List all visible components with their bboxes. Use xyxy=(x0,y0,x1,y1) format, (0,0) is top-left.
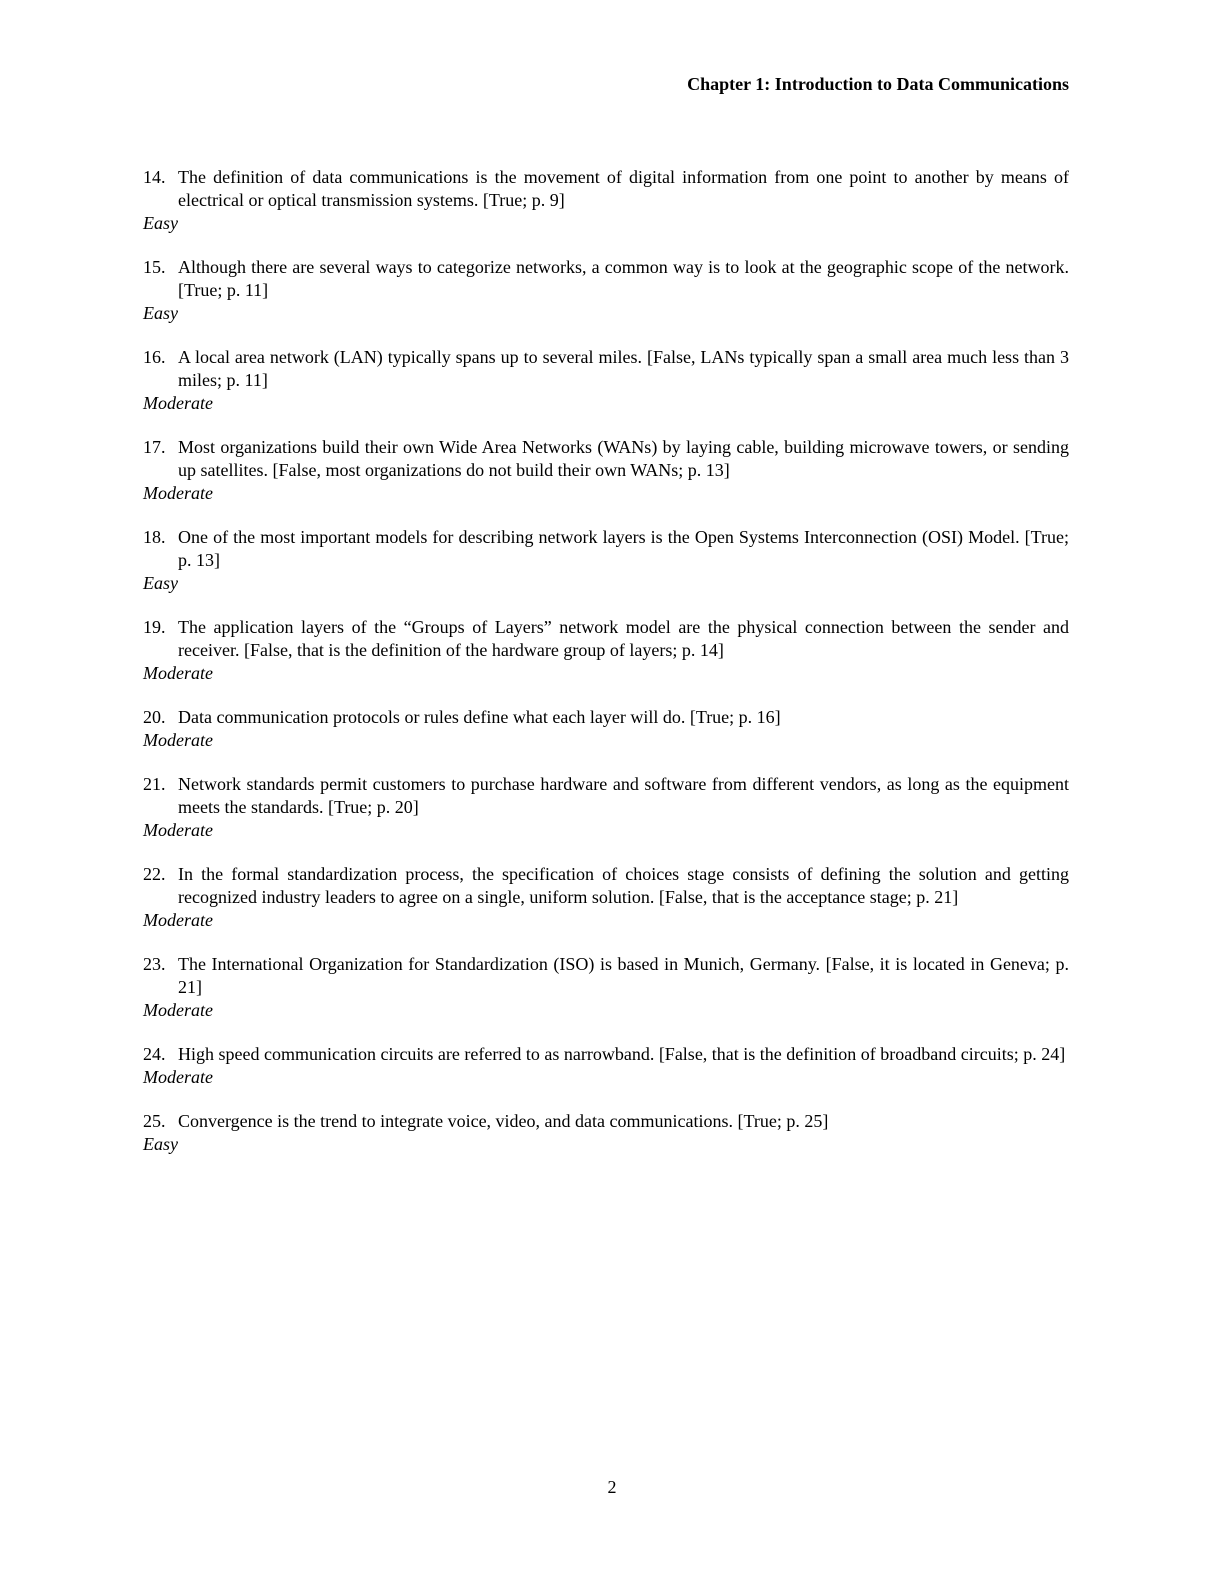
question-text-row xyxy=(143,256,1069,302)
question-item xyxy=(143,436,1069,505)
question-text-row xyxy=(143,346,1069,392)
question-text-row xyxy=(143,953,1069,999)
difficulty-label: Moderate xyxy=(143,393,213,413)
question-text: High speed communication circuits are referred to as narrowband. [False, that is the definition of broadband circuits; p. 24] xyxy=(178,1044,1066,1064)
difficulty-label: Easy xyxy=(143,573,178,593)
difficulty-label: Easy xyxy=(143,303,178,323)
question-item xyxy=(143,346,1069,415)
question-item xyxy=(143,1043,1069,1089)
question-number: 19. xyxy=(143,617,166,637)
question-item xyxy=(143,953,1069,1022)
difficulty-label: Moderate xyxy=(143,483,213,503)
question-item xyxy=(143,526,1069,595)
question-number: 23. xyxy=(143,954,166,974)
question-number: 17. xyxy=(143,437,166,457)
question-text: Data communication protocols or rules define what each layer will do. [True; p. 16] xyxy=(178,707,781,727)
difficulty-label: Moderate xyxy=(143,1000,213,1020)
difficulty-label: Easy xyxy=(143,213,178,233)
question-text: Convergence is the trend to integrate voice, video, and data communications. [True; p. 25] xyxy=(178,1111,829,1131)
question-text: The definition of data communications is the movement of digital information from one point to another by means of electrical or optical transmission systems. [True; p. 9] xyxy=(178,167,1069,210)
difficulty-label: Moderate xyxy=(143,663,213,683)
question-number: 20. xyxy=(143,707,166,727)
question-text-row xyxy=(143,773,1069,819)
question-number: 18. xyxy=(143,527,166,547)
question-number: 25. xyxy=(143,1111,166,1131)
question-list xyxy=(143,166,1069,1177)
question-number: 22. xyxy=(143,864,166,884)
difficulty-label: Moderate xyxy=(143,820,213,840)
question-item xyxy=(143,616,1069,685)
difficulty-label: Moderate xyxy=(143,730,213,750)
question-text: Network standards permit customers to purchase hardware and software from different vendors, as long as the equipment meets the standards. [True; p. 20] xyxy=(178,774,1069,817)
question-item xyxy=(143,1110,1069,1156)
question-item xyxy=(143,706,1069,752)
question-text: The application layers of the “Groups of Layers” network model are the physical connection between the sender and receiver. [False, that is the definition of the hardware group of layers; p. 14] xyxy=(178,617,1069,660)
question-text: Most organizations build their own Wide Area Networks (WANs) by laying cable, building microwave towers, or sending up satellites. [False, most organizations do not build their own WANs; p. 13] xyxy=(178,437,1069,480)
question-text: In the formal standardization process, the specification of choices stage consists of defining the solution and getting recognized industry leaders to agree on a single, uniform solution. [False, that is the acceptance stage; p. 21] xyxy=(178,864,1069,907)
question-number: 16. xyxy=(143,347,166,367)
question-text-row xyxy=(143,863,1069,909)
question-item xyxy=(143,256,1069,325)
question-text-row xyxy=(143,1110,1069,1133)
chapter-header: Chapter 1: Introduction to Data Communications xyxy=(687,74,1069,94)
question-text-row xyxy=(143,436,1069,482)
question-text: A local area network (LAN) typically spans up to several miles. [False, LANs typically span a small area much less than 3 miles; p. 11] xyxy=(178,347,1069,390)
difficulty-label: Moderate xyxy=(143,910,213,930)
page-number: 2 xyxy=(607,1477,617,1497)
question-text: Although there are several ways to categorize networks, a common way is to look at the geographic scope of the network. [True; p. 11] xyxy=(178,257,1069,300)
question-item xyxy=(143,166,1069,235)
question-text-row xyxy=(143,166,1069,212)
question-number: 15. xyxy=(143,257,166,277)
question-text-row xyxy=(143,526,1069,572)
question-number: 24. xyxy=(143,1044,166,1064)
question-text-row xyxy=(143,1043,1069,1066)
question-text: The International Organization for Standardization (ISO) is based in Munich, Germany. [False, it is located in Geneva; p. 21] xyxy=(178,954,1069,997)
question-number: 21. xyxy=(143,774,166,794)
question-text: One of the most important models for describing network layers is the Open Systems Interconnection (OSI) Model. [True; p. 13] xyxy=(178,527,1069,570)
question-number: 14. xyxy=(143,167,166,187)
question-text-row xyxy=(143,706,1069,729)
difficulty-label: Easy xyxy=(143,1134,178,1154)
difficulty-label: Moderate xyxy=(143,1067,213,1087)
question-item xyxy=(143,773,1069,842)
question-text-row xyxy=(143,616,1069,662)
question-item xyxy=(143,863,1069,932)
